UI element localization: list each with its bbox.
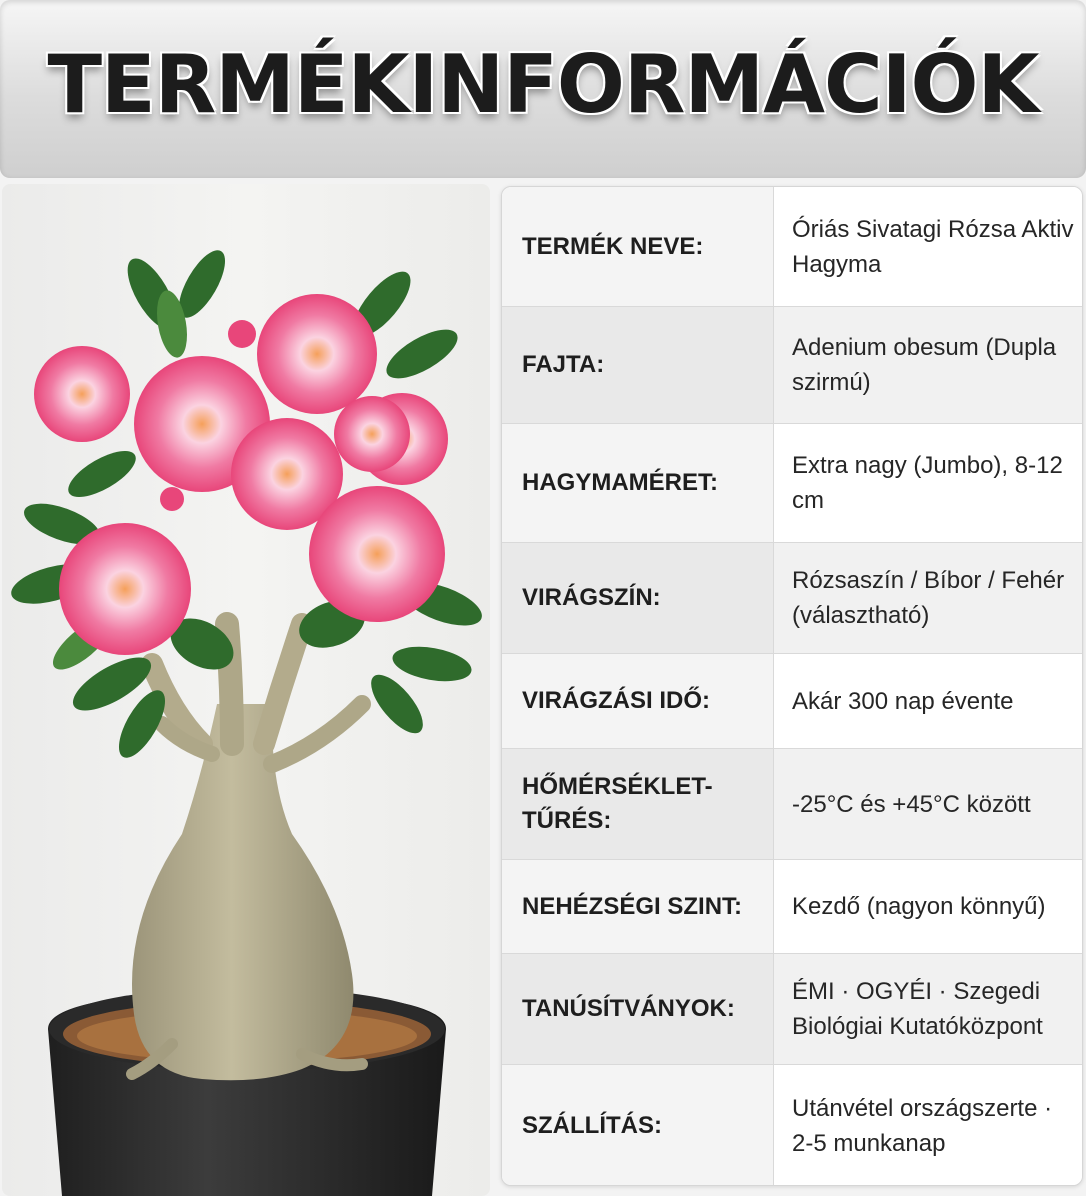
- table-row: [502, 748, 1083, 859]
- row-value: ÉMI · OGYÉI · Szegedi Biológiai Kutatóközpont: [774, 954, 1083, 1064]
- table-row: [502, 187, 1083, 306]
- table-row: [502, 953, 1083, 1064]
- row-label: VIRÁGSZÍN:: [502, 543, 774, 653]
- row-label: VIRÁGZÁSI IDŐ:: [502, 654, 774, 748]
- row-label: HAGYMAMÉRET:: [502, 424, 774, 542]
- desert-rose-illustration: [2, 184, 490, 1196]
- row-value: Utánvétel országszerte · 2-5 munkanap: [774, 1065, 1083, 1186]
- table-row: [502, 859, 1083, 953]
- row-value: Adenium obesum (Dupla szirmú): [774, 307, 1083, 423]
- row-value: -25°C és +45°C között: [774, 749, 1083, 859]
- page-title: TERMÉKINFORMÁCIÓK: [47, 38, 1039, 131]
- row-label: SZÁLLÍTÁS:: [502, 1065, 774, 1186]
- row-label: FAJTA:: [502, 307, 774, 423]
- table-row: [502, 306, 1083, 423]
- row-label: TANÚSÍTVÁNYOK:: [502, 954, 774, 1064]
- row-value: Kezdő (nagyon könnyű): [774, 860, 1083, 953]
- row-value: Akár 300 nap évente: [774, 654, 1083, 748]
- product-info-table: [501, 186, 1083, 1186]
- table-row: [502, 542, 1083, 653]
- row-label: HŐMÉRSÉKLET-TŰRÉS:: [502, 749, 774, 859]
- table-row: [502, 423, 1083, 542]
- row-value: Extra nagy (Jumbo), 8-12 cm: [774, 424, 1083, 542]
- header-banner: [0, 0, 1086, 178]
- product-photo: [2, 184, 490, 1196]
- row-label: TERMÉK NEVE:: [502, 187, 774, 306]
- row-value: Óriás Sivatagi Rózsa Aktiv Hagyma: [774, 187, 1083, 306]
- row-label: NEHÉZSÉGI SZINT:: [502, 860, 774, 953]
- table-row: [502, 1064, 1083, 1186]
- row-value: Rózsaszín / Bíbor / Fehér (választható): [774, 543, 1083, 653]
- table-row: [502, 653, 1083, 748]
